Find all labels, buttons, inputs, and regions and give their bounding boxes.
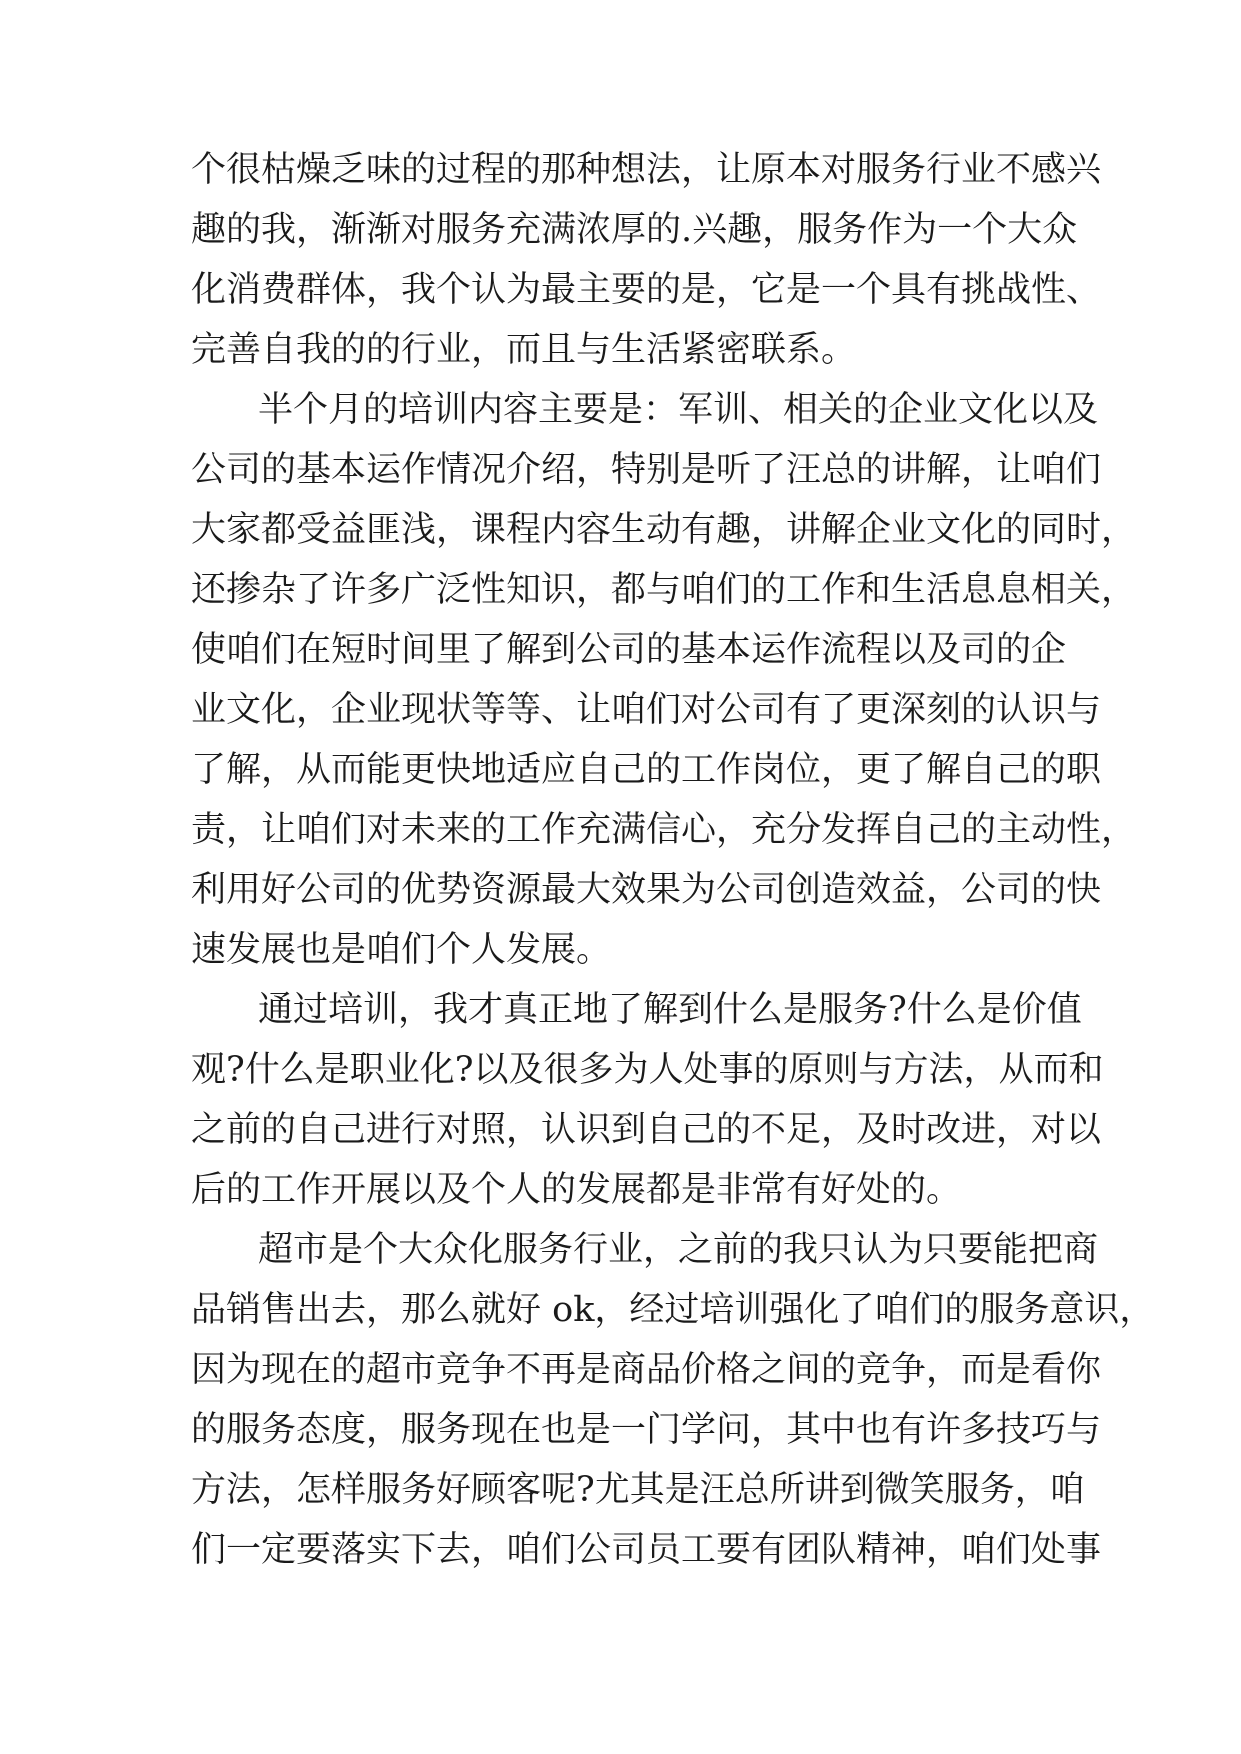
text-line-4: 完善自我的的行业，而且与生活紧密联系。 xyxy=(191,330,857,370)
text-line-1: 个很枯燥乏味的过程的那种想法，让原本对服务行业不感兴 xyxy=(191,150,1102,190)
text-line-3: 化消费群体，我个认为最主要的是，它是一个具有挑战性、 xyxy=(191,270,1102,310)
text-line-14: 速发展也是咱们个人发展。 xyxy=(191,930,612,970)
text-line-2: 趣的我，渐渐对服务充满浓厚的.兴趣，服务作为一个大众 xyxy=(191,210,1078,250)
text-line-21: 因为现在的超市竞争不再是商品价格之间的竞争，而是看你 xyxy=(191,1350,1102,1390)
paragraph-3-line-1: 通过培训，我才真正地了解到什么是服务?什么是价值 xyxy=(258,990,1082,1030)
paragraph-4-line-1: 超市是个大众化服务行业，之前的我只认为只要能把商 xyxy=(258,1230,1099,1270)
text-line-13: 利用好公司的优势资源最大效果为公司创造效益，公司的快 xyxy=(191,870,1102,910)
text-line-18: 后的工作开展以及个人的发展都是非常有好处的。 xyxy=(191,1170,962,1210)
text-line-7: 大家都受益匪浅，课程内容生动有趣，讲解企业文化的同时， xyxy=(191,510,1137,550)
text-line-10: 业文化，企业现状等等、让咱们对公司有了更深刻的认识与 xyxy=(191,690,1102,730)
text-line-11: 了解，从而能更快地适应自己的工作岗位，更了解自己的职 xyxy=(191,750,1102,790)
text-line-8: 还掺杂了许多广泛性知识，都与咱们的工作和生活息息相关， xyxy=(191,570,1137,610)
text-line-17: 之前的自己进行对照，认识到自己的不足，及时改进，对以 xyxy=(191,1110,1102,1150)
text-line-24: 们一定要落实下去，咱们公司员工要有团队精神，咱们处事 xyxy=(191,1530,1102,1570)
paragraph-2-line-1: 半个月的培训内容主要是：军训、相关的企业文化以及 xyxy=(258,390,1099,430)
text-line-23: 方法，怎样服务好顾客呢?尤其是汪总所讲到微笑服务，咱 xyxy=(191,1470,1085,1510)
text-line-16: 观?什么是职业化?以及很多为人处事的原则与方法，从而和 xyxy=(191,1050,1104,1090)
text-line-12: 责，让咱们对未来的工作充满信心，充分发挥自己的主动性， xyxy=(191,810,1137,850)
text-line-20: 品销售出去，那么就好 ok，经过培训强化了咱们的服务意识， xyxy=(191,1290,1155,1330)
text-line-9: 使咱们在短时间里了解到公司的基本运作流程以及司的企 xyxy=(191,630,1067,670)
text-line-6: 公司的基本运作情况介绍，特别是听了汪总的讲解，让咱们 xyxy=(191,450,1102,490)
text-line-22: 的服务态度，服务现在也是一门学问，其中也有许多技巧与 xyxy=(191,1410,1102,1450)
